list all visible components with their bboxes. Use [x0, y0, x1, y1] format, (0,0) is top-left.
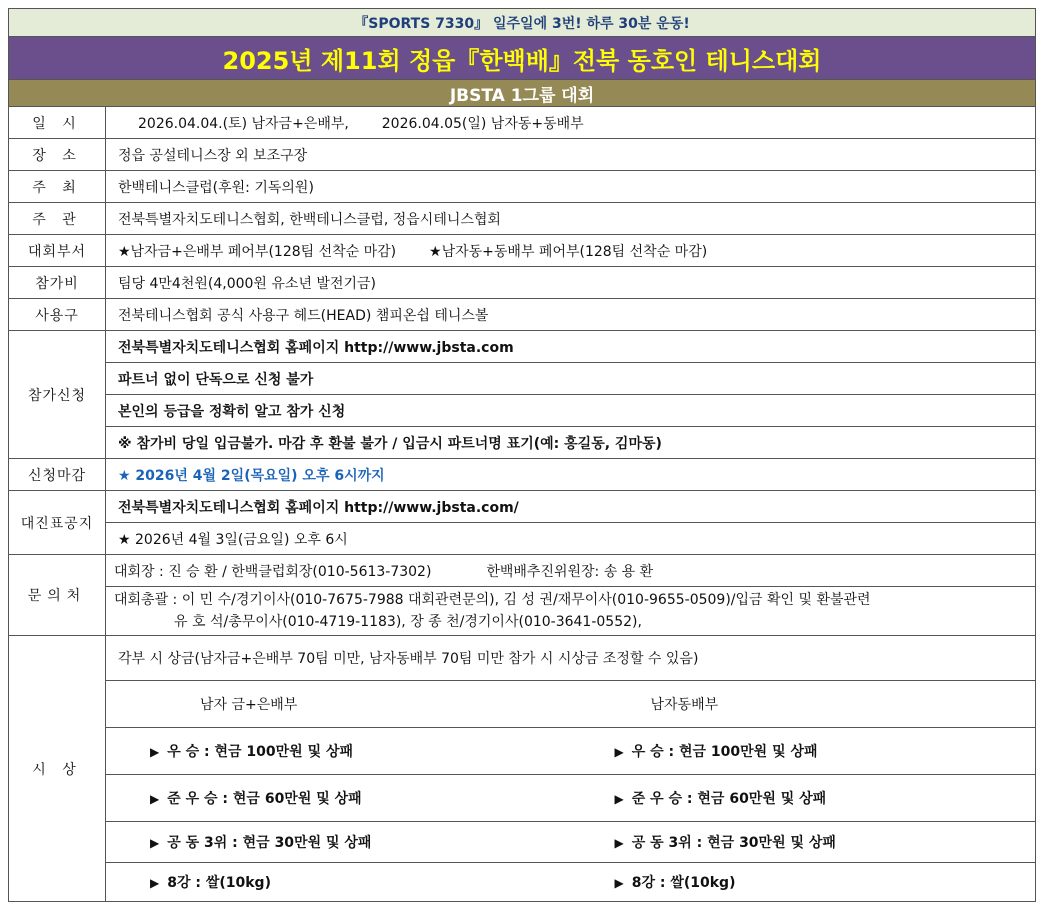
row-host	[9, 171, 1035, 203]
label-venue: 장 소	[9, 139, 106, 171]
prize-item	[106, 863, 1036, 902]
triangle-icon: ▶	[614, 792, 624, 806]
prize-right: 준 우 승 : 현금 60만원 및 상패	[631, 791, 827, 807]
row-prize	[9, 636, 1035, 681]
tournament-subtitle: JBSTA 1그룹 대회	[9, 80, 1035, 107]
label-host: 주 최	[9, 171, 106, 203]
triangle-icon: ▶	[150, 836, 160, 850]
draw-line: 전북특별자치도테니스협회 홈페이지 http://www.jbsta.com/	[106, 491, 1036, 523]
prize-item	[106, 822, 1036, 863]
date-day1: 2026.04.04.(토) 남자금+은배부,	[138, 115, 349, 132]
prize-item	[106, 728, 1036, 775]
draw-line: ★ 2026년 4월 3일(금요일) 오후 6시	[106, 523, 1036, 555]
apply-line: 전북특별자치도테니스협회 홈페이지 http://www.jbsta.com	[106, 331, 1036, 363]
prize-head	[106, 681, 1036, 728]
apply-line: ※ 참가비 당일 입금불가. 마감 후 환불 불가 / 입금시 파트너명 표기(예: 홍길동, 김마동)	[106, 427, 1036, 459]
row-ball	[9, 299, 1035, 331]
row-deadline	[9, 459, 1035, 491]
triangle-icon: ▶	[150, 876, 160, 890]
triangle-icon: ▶	[614, 745, 624, 759]
label-prize: 시 상	[9, 636, 106, 902]
value-division	[106, 235, 1036, 267]
value-venue: 정읍 공설테니스장 외 보조구장	[106, 139, 1036, 171]
inquiry-line2	[106, 587, 1036, 636]
label-deadline: 신청마감	[9, 459, 106, 491]
apply-line: 파트너 없이 단독으로 신청 불가	[106, 363, 1036, 395]
prize-item	[106, 775, 1036, 822]
row-fee	[9, 267, 1035, 299]
label-apply: 참가신청	[9, 331, 106, 459]
tournament-title: 2025년 제11회 정읍『한백배』전북 동호인 테니스대회	[9, 37, 1035, 80]
triangle-icon: ▶	[614, 836, 624, 850]
inquiry-general: 대회총괄 : 이 민 수/경기이사(010-7675-7988 대회관련문의), 김 성 권/재무이사(010-9655-0509)/입금 확인 및 환불관련	[114, 592, 871, 608]
value-ball: 전북테니스협회 공식 사용구 헤드(HEAD) 챔피온쉽 테니스볼	[106, 299, 1036, 331]
inquiry-chair: 대회장 : 진 승 환 / 한백클럽회장(010-5613-7302)	[114, 563, 432, 580]
label-ball: 사용구	[9, 299, 106, 331]
row-draw	[9, 491, 1035, 523]
triangle-icon: ▶	[150, 792, 160, 806]
prize-right: 우 승 : 현금 100만원 및 상패	[631, 744, 818, 760]
division-2: ★남자동+동배부 페어부(128팀 선착순 마감)	[429, 243, 708, 260]
value-host: 한백테니스클럽(후원: 기독의원)	[106, 171, 1036, 203]
inquiry-line1	[106, 555, 1036, 587]
prize-right: 공 동 3위 : 현금 30만원 및 상패	[631, 835, 836, 851]
triangle-icon: ▶	[150, 745, 160, 759]
prize-note: 각부 시 상금(남자금+은배부 70팀 미만, 남자동배부 70팀 미만 참가 시 시상금 조정할 수 있음)	[106, 636, 1036, 681]
prize-left: 준 우 승 : 현금 60만원 및 상패	[167, 791, 362, 807]
date-day2: 2026.04.05(일) 남자동+동배부	[381, 115, 584, 132]
row-apply	[9, 331, 1035, 363]
value-deadline: ★ 2026년 4월 2일(목요일) 오후 6시까지	[106, 459, 1036, 491]
prize-head-right: 남자동배부	[650, 697, 719, 713]
sports-banner: 『SPORTS 7330』 일주일에 3번! 하루 30분 운동!	[9, 8, 1035, 37]
row-organizer	[9, 203, 1035, 235]
row-date	[9, 107, 1035, 139]
label-draw: 대진표공지	[9, 491, 106, 555]
prize-left: 공 동 3위 : 현금 30만원 및 상패	[167, 835, 372, 851]
row-venue	[9, 139, 1035, 171]
label-fee: 참가비	[9, 267, 106, 299]
tournament-sheet	[8, 8, 1036, 902]
prize-right: 8강 : 쌀(10kg)	[631, 875, 736, 891]
info-table	[9, 107, 1035, 902]
apply-line: 본인의 등급을 정확히 알고 참가 신청	[106, 395, 1036, 427]
value-organizer: 전북특별자치도테니스협회, 한백테니스클럽, 정읍시테니스협회	[106, 203, 1036, 235]
prize-left: 8강 : 쌀(10kg)	[167, 875, 271, 891]
division-1: ★남자금+은배부 페어부(128팀 선착순 마감)	[118, 243, 397, 260]
row-inquiry	[9, 555, 1035, 587]
label-organizer: 주 관	[9, 203, 106, 235]
prize-left: 우 승 : 현금 100만원 및 상패	[167, 744, 354, 760]
inquiry-committee: 한백배추진위원장: 송 용 환	[486, 563, 654, 580]
triangle-icon: ▶	[614, 876, 624, 890]
row-division	[9, 235, 1035, 267]
value-fee: 팀당 4만4천원(4,000원 유소년 발전기금)	[106, 267, 1036, 299]
label-inquiry: 문의처	[9, 555, 106, 636]
label-date: 일 시	[9, 107, 106, 139]
value-date	[106, 107, 1036, 139]
prize-head-left: 남자 금+은배부	[200, 697, 298, 713]
inquiry-general-cont: 유 호 석/총무이사(010-4719-1183), 장 종 천/경기이사(010-3641-0552),	[174, 614, 642, 630]
label-division: 대회부서	[9, 235, 106, 267]
